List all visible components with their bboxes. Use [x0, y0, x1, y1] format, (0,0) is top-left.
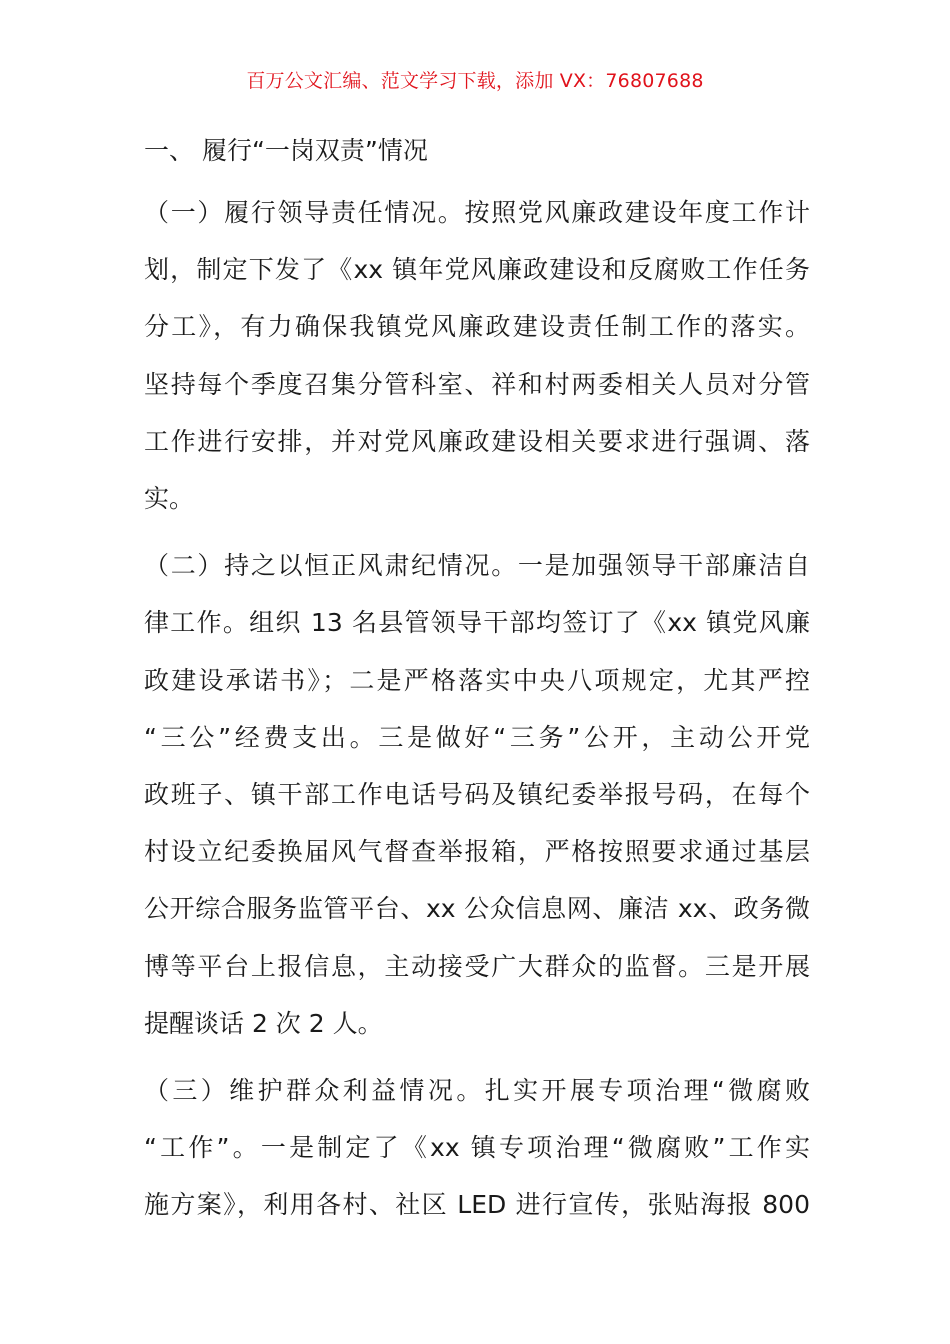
- paragraph-line: 施方案》，利用各村、社区 LED 进行宣传，张贴海报 800: [144, 1190, 810, 1220]
- paragraph-line: 律工作。组织 13 名县管领导干部均签订了《xx 镇党风廉: [144, 608, 810, 638]
- header-banner: 百万公文汇编、范文学习下载，添加 VX：76807688: [246, 70, 704, 92]
- document-body: [144, 127, 810, 1244]
- paragraph-line: 划，制定下发了《xx 镇年党风廉政建设和反腐败工作任务: [144, 255, 810, 285]
- paragraph-line: 提醒谈话 2 次 2 人。: [144, 1008, 383, 1038]
- paragraph-line: “工作”。一是制定了《xx 镇专项治理“微腐败”工作实: [144, 1133, 810, 1163]
- paragraph-discipline: [144, 537, 810, 1052]
- paragraph-line: 政建设承诺书》；二是严格落实中央八项规定，尤其严控: [144, 665, 810, 695]
- section-heading: 一、 履行“一岗双责”情况: [144, 136, 428, 165]
- paragraph-leadership-responsibility: [144, 184, 810, 527]
- paragraph-public-interest: [144, 1062, 810, 1234]
- paragraph-line: 公开综合服务监管平台、xx 公众信息网、廉洁 xx、政务微: [144, 894, 810, 924]
- paragraph-line: （三）维护群众利益情况。扎实开展专项治理“微腐败: [144, 1076, 810, 1106]
- paragraph-line: 坚持每个季度召集分管科室、祥和村两委相关人员对分管: [144, 369, 810, 399]
- paragraph-line: 实。: [144, 484, 195, 514]
- paragraph-line: （一）履行领导责任情况。按照党风廉政建设年度工作计: [144, 198, 810, 227]
- paragraph-line: 村设立纪委换届风气督查举报箱，严格按照要求通过基层: [144, 837, 810, 867]
- paragraph-line: 分工》，有力确保我镇党风廉政建设责任制工作的落实。: [144, 312, 810, 342]
- paragraph-line: 政班子、镇干部工作电话号码及镇纪委举报号码，在每个: [144, 780, 810, 810]
- paragraph-line: “三公”经费支出。三是做好“三务”公开，主动公开党: [144, 722, 810, 752]
- paragraph-line: 博等平台上报信息，主动接受广大群众的监督。三是开展: [144, 951, 810, 981]
- paragraph-line: 工作进行安排，并对党风廉政建设相关要求进行强调、落: [144, 426, 810, 456]
- paragraph-line: （二）持之以恒正风肃纪情况。一是加强领导干部廉洁自: [144, 551, 810, 581]
